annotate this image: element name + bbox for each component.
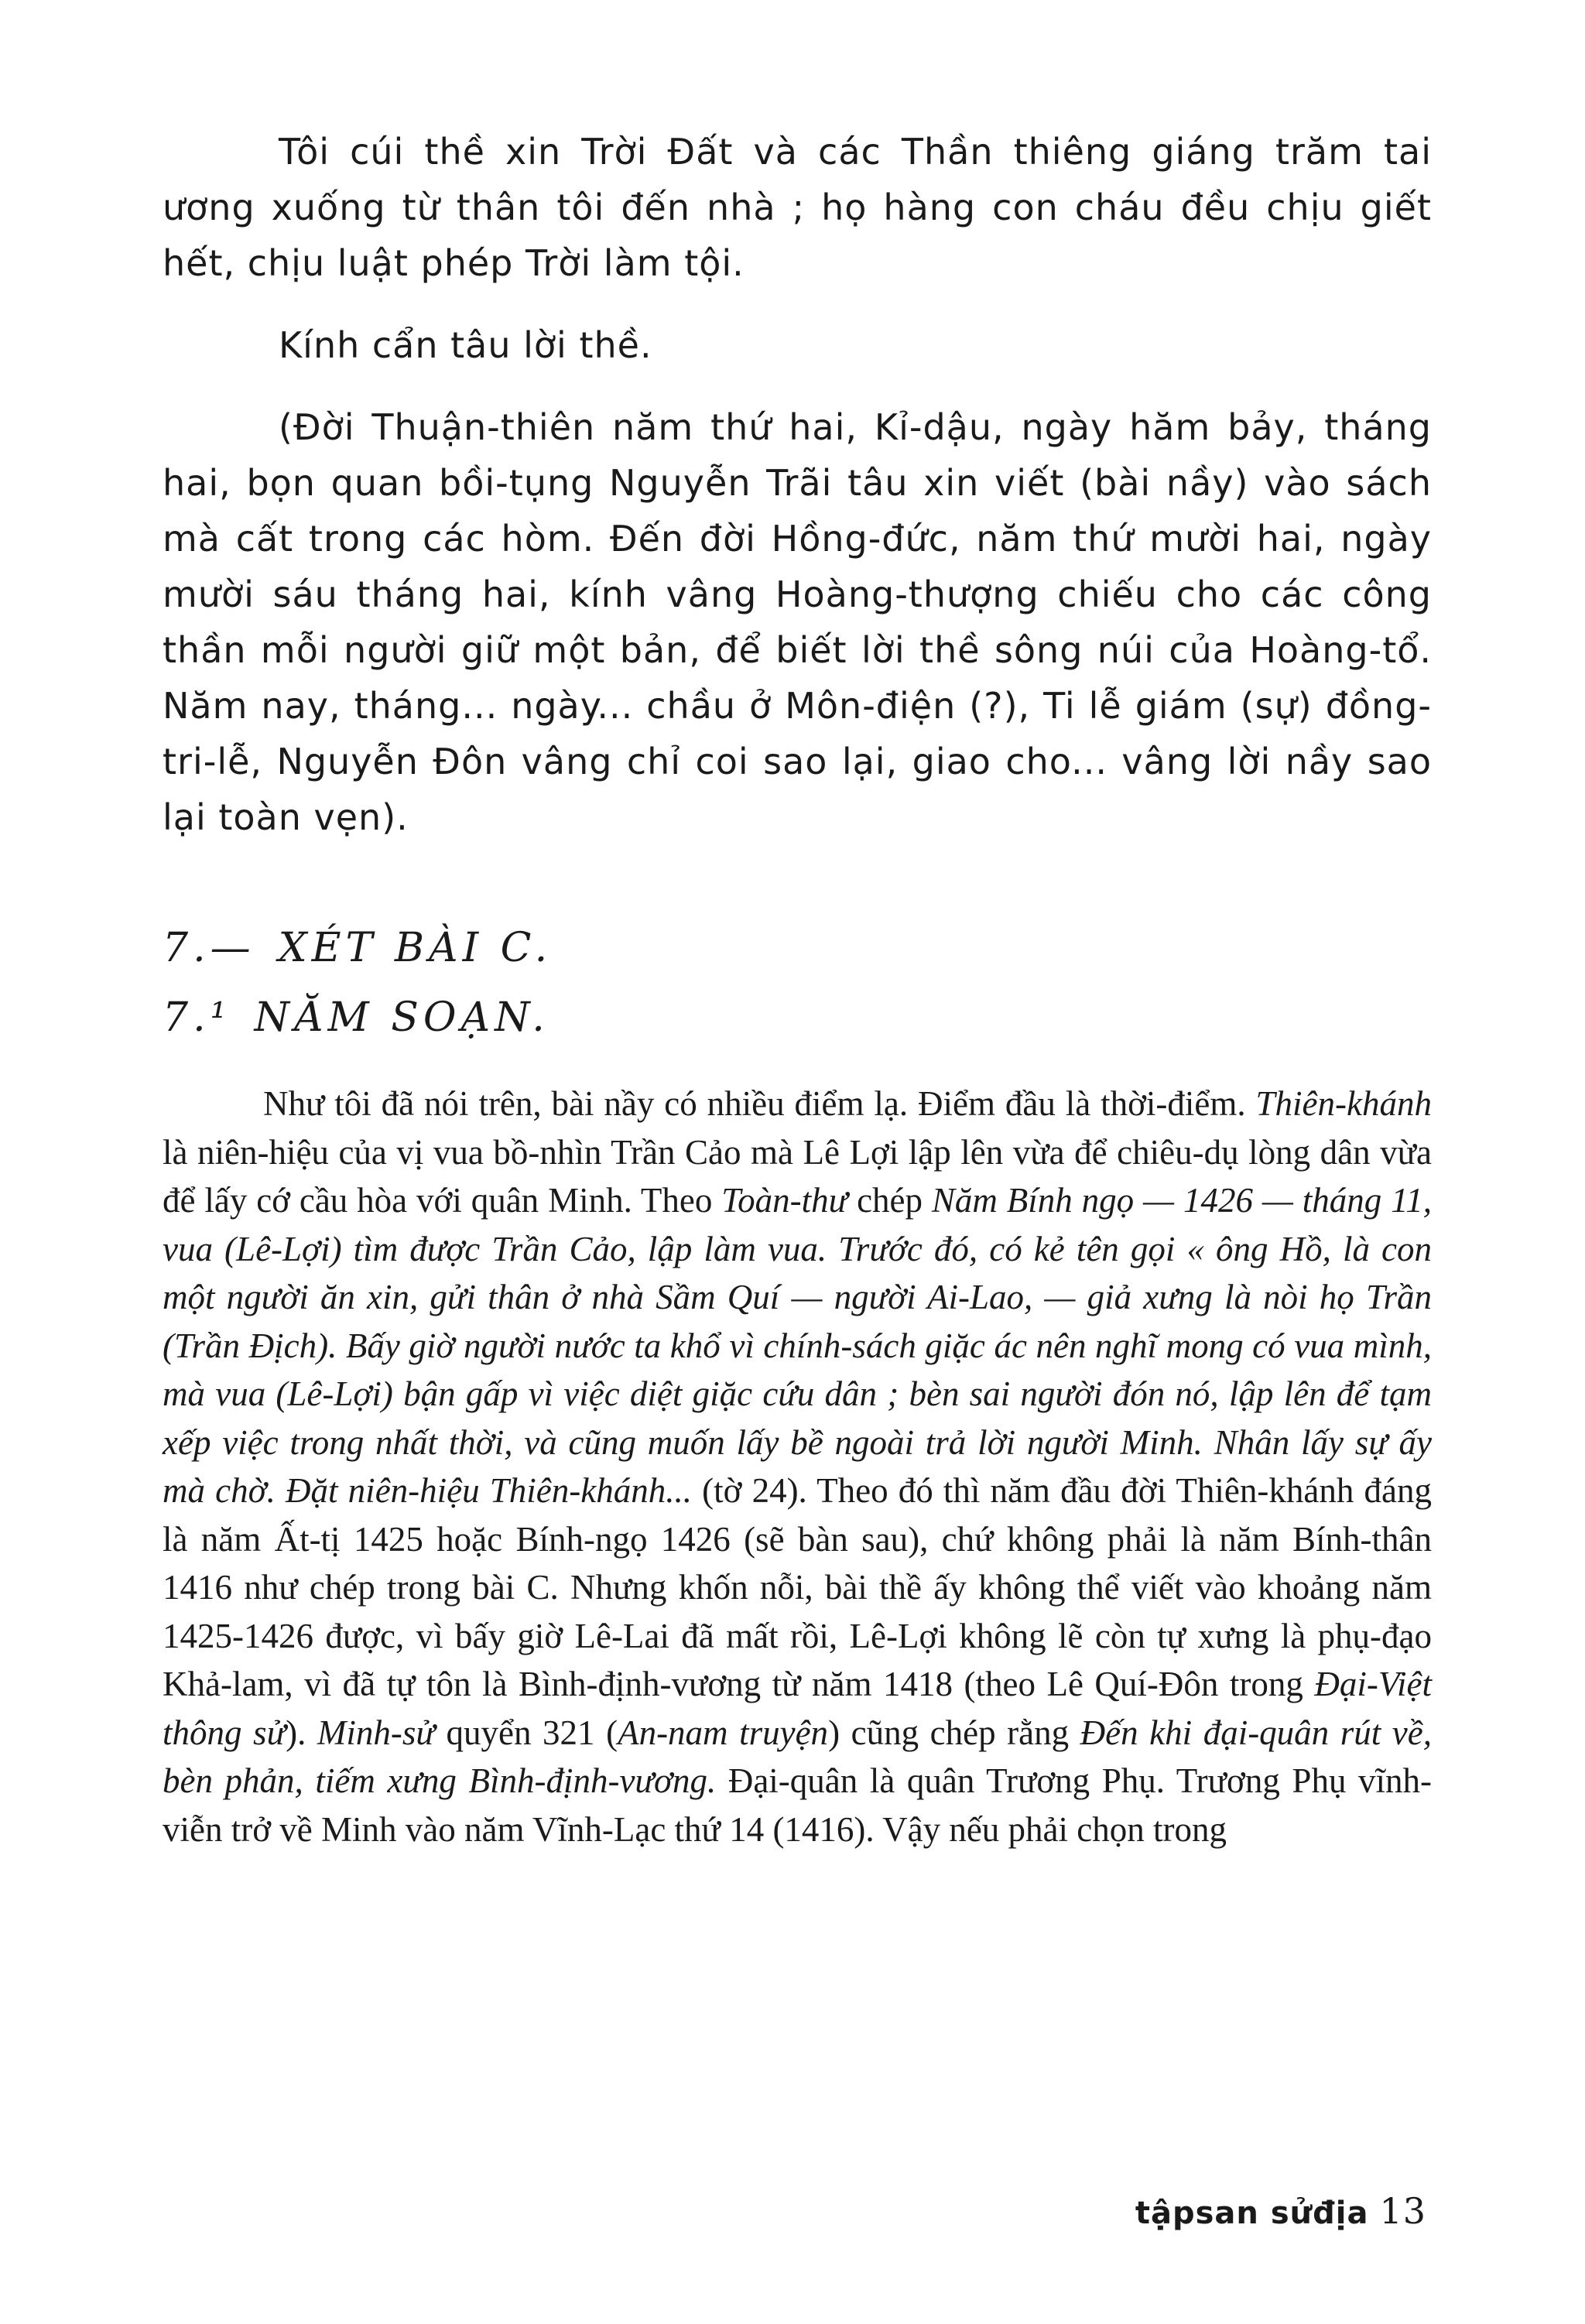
text-run: Đại-quân là quân Trương Phụ. Trương Phụ vĩnh-viễn trở về Minh vào năm Vĩnh-Lạc thứ 14 (1416). Vậy nếu phải chọn trong	[163, 1761, 1433, 1849]
oath-closing: Kính cẩn tâu lời thề.	[279, 324, 652, 366]
text-run: là niên-hiệu của vị vua bồ-nhìn Trần Cảo mà Lê Lợi lập lên vừa để chiêu-dụ lòng dân vừa để lấy cớ cầu hòa với quân Minh. Theo	[163, 1132, 1432, 1220]
italic-run: Thiên-khánh	[1255, 1084, 1432, 1123]
text-run: ).	[286, 1713, 317, 1752]
section-heading	[163, 925, 552, 971]
subsection-heading	[163, 994, 549, 1041]
analysis-text	[163, 1080, 1432, 1853]
oath-note-paragraph: (Đời Thuận-thiên năm thứ hai, Kỉ-dậu, ngày hăm bảy, tháng hai, bọn quan bồi-tụng Nguyễn Trãi tâu xin viết (bài nầy) vào sách mà cất trong các hòm. Đến đời Hồng-đức, năm thứ mười hai, ngày mười sáu tháng hai, kính vâng Hoàng-thượng chiếu cho các công thần mỗi người giữ một bản, để biết lời thề sông núi của Hoàng-tổ. Năm nay, tháng... ngày... chầu ở Môn-điện (?), Ti lễ giám (sự) đồng-tri-lễ, Nguyễn Đôn vâng chỉ coi sao lại, giao cho... vâng lời nầy sao lại toàn vẹn).	[163, 406, 1432, 838]
italic-run: Toàn-thư	[721, 1181, 848, 1220]
text-run: (tờ 24). Theo đó thì năm đầu đời Thiên-khánh đáng là năm Ất-tị 1425 hoặc Bính-ngọ 1426 (sẽ bàn sau), chứ không phải là năm Bính-thân 1416 như chép trong bài C. Nhưng khốn nỗi, bài thề ấy không thể viết vào khoảng năm 1425-1426 được, vì bấy giờ Lê-Lai đã mất rồi, Lê-Lợi không lẽ còn tự xưng là phụ-đạo Khả-lam, vì đã tự tôn là Bình-định-vương từ năm 1418 (theo Lê Quí-Đôn trong	[163, 1471, 1432, 1703]
section-title: XÉT BÀI C.	[278, 925, 553, 971]
italic-quote: Đến khi đại-quân rút về, bèn phản, tiếm xưng Bình-định-vương.	[163, 1713, 1432, 1800]
text-run: chép	[847, 1181, 932, 1220]
italic-run: An-nam truyện	[618, 1713, 829, 1752]
italic-quote: Năm Bính ngọ — 1426 — tháng 11, vua (Lê-Lợi) tìm được Trần Cảo, lập làm vua. Trước đó, có kẻ tên gọi « ông Hồ, là con một người ăn xin, gửi thân ở nhà Sầm Quí — người Ai-Lao, — giả xưng là nòi họ Trần (Trần Địch). Bấy giờ người nước ta khổ vì chính-sách giặc ác nên nghĩ mong có vua mình, mà vua (Lê-Lợi) bận gấp vì việc diệt giặc cứu dân ; bèn sai người đón nó, lập lên để tạm xếp việc trong nhất thời, và cũng muốn lấy bề ngoài trả lời người Minh. Nhân lấy sự ấy mà chờ. Đặt niên-hiệu Thiên-khánh...	[163, 1181, 1433, 1510]
section-number: 7.—	[163, 925, 255, 971]
page-number: 13	[1379, 2190, 1426, 2232]
italic-run: Minh-sử	[317, 1713, 435, 1752]
subsection-title: NĂM SOẠN.	[254, 994, 549, 1041]
analysis-paragraph	[163, 1080, 1432, 1853]
italic-run: Đại-Việt thông sử	[163, 1665, 1432, 1752]
subsection-number: 7.¹	[163, 994, 231, 1041]
oath-paragraph: Tôi cúi thề xin Trời Đất và các Thần thiêng giáng trăm tai ương xuống từ thân tôi đến nhà ; họ hàng con cháu đều chịu giết hết, chịu luật phép Trời làm tội.	[163, 131, 1432, 284]
oath-text	[163, 124, 1432, 845]
text-run: ) cũng chép rằng	[828, 1713, 1080, 1752]
publication-name: tậpsan sửđịa	[1135, 2196, 1369, 2231]
page-footer	[1135, 2190, 1426, 2232]
text-run: quyển 321 (	[434, 1713, 618, 1752]
text-run: Như tôi đã nói trên, bài nầy có nhiều điểm lạ. Điểm đầu là thời-điểm.	[263, 1084, 1256, 1123]
